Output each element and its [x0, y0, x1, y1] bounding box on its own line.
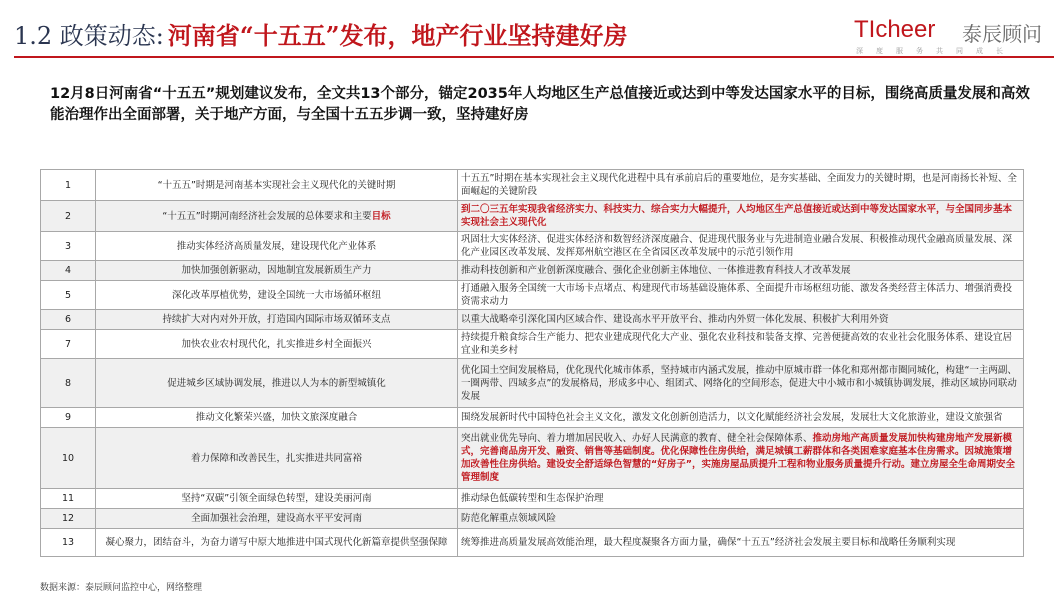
table-row [41, 529, 1024, 557]
row-number: 3 [41, 232, 96, 261]
table-row [41, 310, 1024, 330]
table-row [41, 509, 1024, 529]
row-number: 8 [41, 359, 96, 408]
row-heading: 深化改革厚植优势，建设全国统一大市场循环枢纽 [96, 281, 458, 310]
logo-tagline: 深度服务共同成长 [856, 47, 1016, 55]
row-description [458, 201, 1024, 232]
row-heading: 着力保障和改善民生，扎实推进共同富裕 [96, 428, 458, 489]
row-description [458, 359, 1024, 408]
description-text: 推动科技创新和产业创新深度融合、强化企业创新主体地位、一体推进教育科技人才改革发展 [461, 265, 851, 276]
row-number: 9 [41, 408, 96, 428]
title-main: 河南省“十五五”发布，地产行业坚持建好房 [167, 21, 628, 50]
policy-table [40, 169, 1024, 557]
row-heading: 凝心聚力，团结奋斗，为奋力谱写中原大地推进中国式现代化新篇章提供坚强保障 [96, 529, 458, 557]
description-text: 持续提升粮食综合生产能力、把农业建成现代化大产业、强化农业科技和装备支撑、完善便捷高效的农业社会化服务体系、建设宜居宜业和美乡村 [461, 332, 1013, 356]
logo-chinese: 泰辰顾问 [962, 22, 1042, 46]
brand-logo [850, 14, 1050, 56]
table-row [41, 489, 1024, 509]
title-divider [14, 56, 1054, 58]
table-row [41, 201, 1024, 232]
row-number: 5 [41, 281, 96, 310]
row-heading: 持续扩大对内对外开放，打造国内国际市场双循环支点 [96, 310, 458, 330]
description-text: 围绕发展新时代中国特色社会主义文化，激发文化创新创造活力，以文化赋能经济社会发展，发展壮大文化旅游业，建设文旅强省 [461, 412, 1003, 423]
row-description [458, 408, 1024, 428]
table-row [41, 232, 1024, 261]
table-row [41, 359, 1024, 408]
row-number: 1 [41, 170, 96, 201]
description-text: 突出就业优先导向、着力增加居民收入、办好人民满意的教育、健全社会保障体系、 [461, 433, 813, 444]
row-description [458, 489, 1024, 509]
row-description [458, 428, 1024, 489]
row-description [458, 310, 1024, 330]
row-number: 10 [41, 428, 96, 489]
description-text: 防范化解重点领域风险 [461, 513, 557, 524]
row-description [458, 330, 1024, 359]
description-text: 优化国土空间发展格局，优化现代化城市体系，坚持城市内涵式发展，推动中原城市群一体化和郑州都市圈同城化，构建“一主两副、一圈两带、四域多点”的发展格局，形成多中心、组团式、网络化的空间形态，促进大中小城市和小城镇协调发展，推动区域协同联动发展 [461, 364, 1017, 402]
data-source: 数据来源：泰辰顾问监控中心，网络整理 [40, 583, 203, 593]
row-number: 11 [41, 489, 96, 509]
title-prefix: 1.2 政策动态: [14, 22, 164, 50]
table-row [41, 428, 1024, 489]
table-row [41, 281, 1024, 310]
description-text: 打通融入服务全国统一大市场卡点堵点、构建现代市场基础设施体系、全面提升市场枢纽功能、激发各类经营主体活力、增强消费投资需求动力 [461, 283, 1013, 307]
row-number: 4 [41, 261, 96, 281]
description-highlight: 推动房地产高质量发展加快构建房地产发展新模式，完善商品房开发、融资、销售等基础制度。优化保障性住房供给，满足城镇工薪群体和各类困难家庭基本住房需求。因城施策增加改善性住房供给。建设安全舒适绿色智慧的“好房子”，实施房屋品质提升工程和物业服务质量提升行动。建立房屋全生命周期安全管理制度 [461, 433, 1015, 483]
row-heading: 加快农业农村现代化，扎实推进乡村全面振兴 [96, 330, 458, 359]
row-number: 6 [41, 310, 96, 330]
row-heading: 坚持“双碳”引领全面绿色转型，建设美丽河南 [96, 489, 458, 509]
row-heading: “十五五”时期是河南基本实现社会主义现代化的关键时期 [96, 170, 458, 201]
row-description [458, 232, 1024, 261]
logo-english: TIcheer [854, 16, 936, 43]
policy-table-body [41, 170, 1024, 557]
row-heading: 全面加强社会治理，建设高水平平安河南 [96, 509, 458, 529]
page-title [14, 16, 628, 56]
row-heading: 推动文化繁荣兴盛，加快文旅深度融合 [96, 408, 458, 428]
heading-text: “十五五”时期河南经济社会发展的总体要求和主要 [162, 210, 372, 222]
row-description [458, 281, 1024, 310]
row-description [458, 170, 1024, 201]
row-number: 13 [41, 529, 96, 557]
row-number: 12 [41, 509, 96, 529]
row-number: 7 [41, 330, 96, 359]
description-text: 十五五”时期在基本实现社会主义现代化进程中具有承前启后的重要地位，是夯实基础、全面发力的关键时期，也是河南扬长补短、全面崛起的关键阶段 [461, 173, 1017, 197]
summary-text: 12月8日河南省“十五五”规划建议发布，全文共13个部分，锚定2035年人均地区生产总值接近或达到中等发达国家水平的目标，围绕高质量发展和高效能治理作出全面部署，关于地产方面，与全国十五五步调一致，坚持建好房 [50, 86, 1030, 123]
row-heading: 推动实体经济高质量发展，建设现代化产业体系 [96, 232, 458, 261]
row-heading: 促进城乡区域协调发展，推进以人为本的新型城镇化 [96, 359, 458, 408]
table-row [41, 261, 1024, 281]
row-heading [96, 201, 458, 232]
description-text: 以重大战略牵引深化国内区域合作、建设高水平开放平台、推动内外贸一体化发展、积极扩大利用外资 [461, 314, 889, 325]
row-description [458, 529, 1024, 557]
row-number: 2 [41, 201, 96, 232]
row-description [458, 261, 1024, 281]
row-description [458, 509, 1024, 529]
table-row [41, 170, 1024, 201]
description-text: 巩固壮大实体经济、促进实体经济和数智经济深度融合、促进现代服务业与先进制造业融合发展、积极推动现代金融高质量发展、深化产业园区改革发展、发挥郑州航空港区在全省园区改革发展中的示范引领作用 [461, 234, 1013, 258]
table-row [41, 330, 1024, 359]
heading-highlight: 目标 [371, 210, 391, 222]
table-row [41, 408, 1024, 428]
row-heading: 加快加强创新驱动，因地制宜发展新质生产力 [96, 261, 458, 281]
description-text: 统筹推进高质量发展高效能治理，最大程度凝聚各方面力量，确保“十五五”经济社会发展主要目标和战略任务顺利实现 [461, 537, 956, 548]
description-highlight: 到二〇三五年实现我省经济实力、科技实力、综合实力大幅提升，人均地区生产总值接近或达到中等发达国家水平，与全国同步基本实现社会主义现代化 [461, 204, 1013, 228]
description-text: 推动绿色低碳转型和生态保护治理 [461, 493, 604, 504]
